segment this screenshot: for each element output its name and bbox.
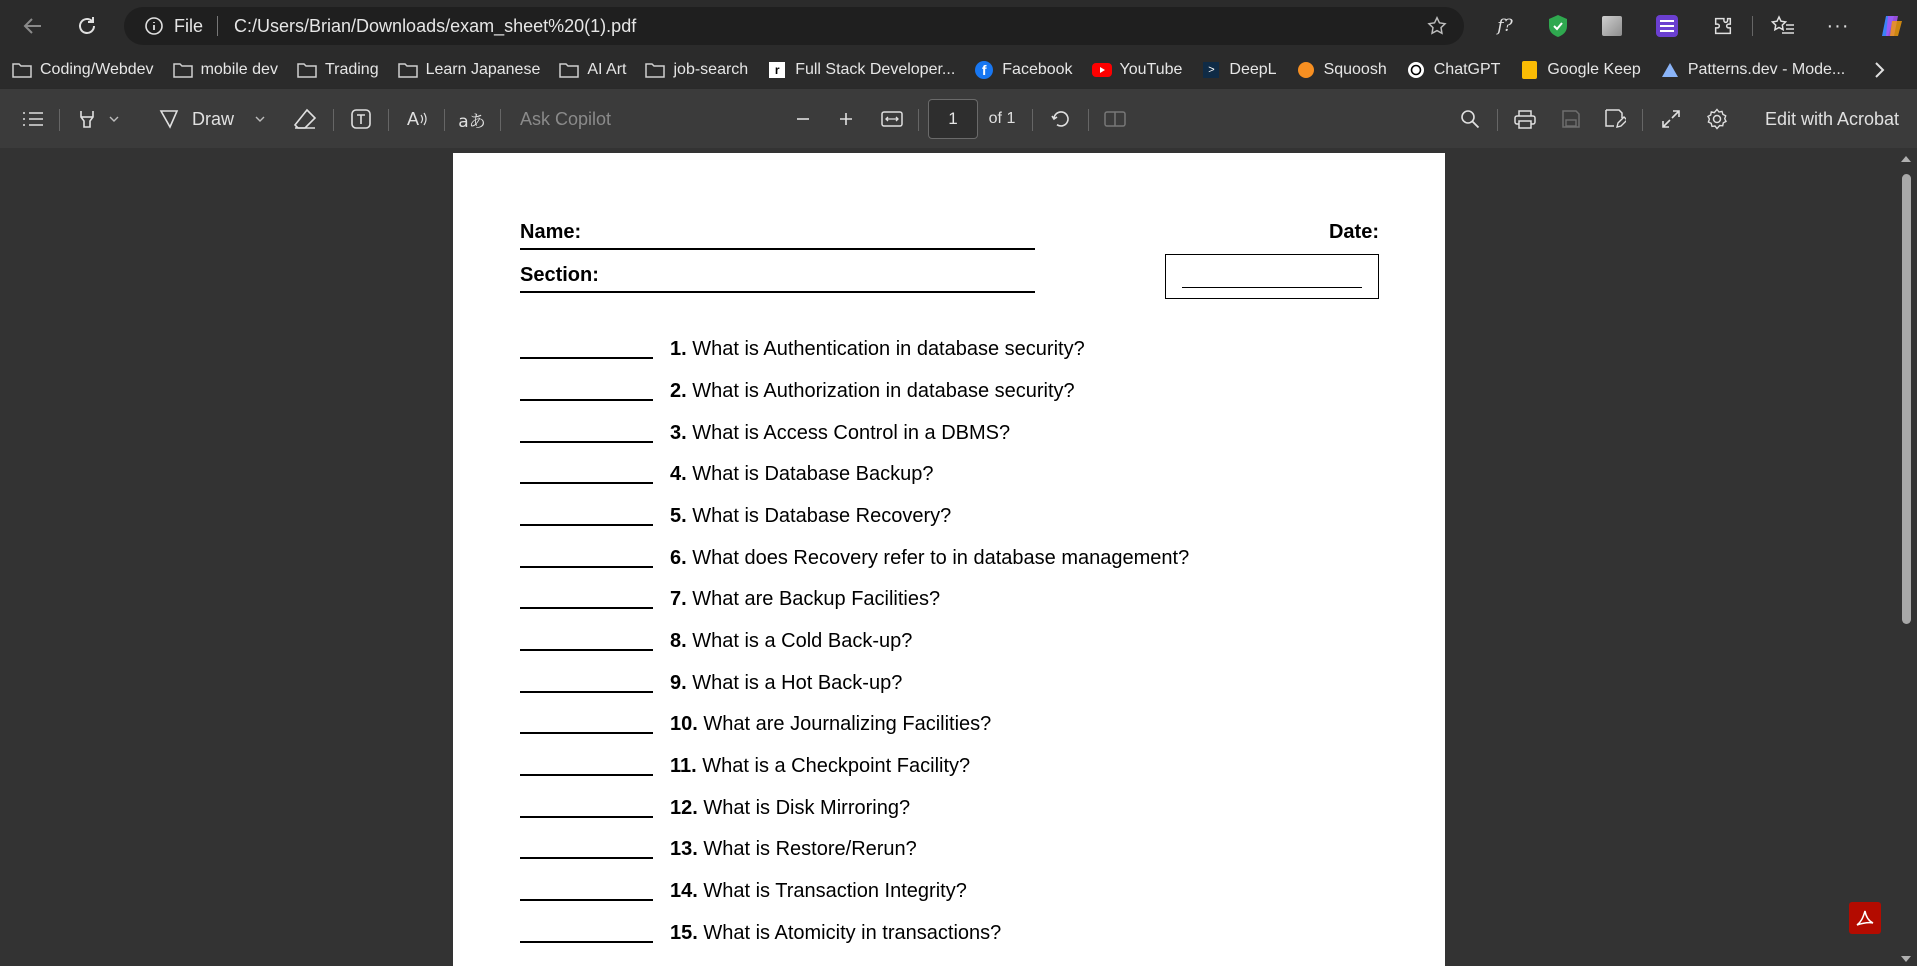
bookmark-label: YouTube	[1119, 61, 1183, 78]
save-icon	[1561, 109, 1581, 129]
draw-button[interactable]	[156, 104, 268, 134]
question-number: 1.	[670, 338, 687, 360]
site-info-button[interactable]	[144, 16, 203, 37]
question-item	[453, 458, 1445, 498]
ellipsis-icon: ···	[1826, 14, 1850, 37]
name-label: Name:	[520, 221, 582, 243]
back-arrow-icon	[21, 14, 45, 38]
answer-blank	[520, 732, 653, 734]
find-button[interactable]	[1455, 104, 1485, 134]
ask-copilot-label: Ask Copilot	[520, 108, 612, 129]
bookmark-squoosh[interactable]	[1296, 60, 1387, 80]
question-item	[453, 750, 1445, 790]
read-aloud-button[interactable]	[402, 104, 432, 134]
answer-blank	[520, 441, 653, 443]
question-item	[453, 917, 1445, 957]
section-label: Section:	[520, 264, 599, 286]
answer-blank	[520, 899, 653, 901]
back-button[interactable]	[18, 11, 48, 41]
bookmark-label: Learn Japanese	[425, 61, 541, 78]
add-text-button[interactable]	[346, 104, 376, 134]
bookmark-label: AI Art	[587, 61, 627, 78]
highlight-button[interactable]	[72, 104, 124, 134]
ext-gray-button[interactable]	[1597, 11, 1627, 41]
question-text: What is Disk Mirroring?	[697, 797, 911, 819]
bookmark-label: job-search	[673, 61, 749, 78]
bookmark-patterns-dev[interactable]	[1660, 60, 1845, 80]
print-button[interactable]	[1510, 104, 1540, 134]
highlighter-icon	[76, 108, 98, 130]
question-number: 8.	[670, 630, 687, 652]
vertical-scrollbar[interactable]	[1895, 148, 1917, 966]
scroll-up-icon	[1900, 154, 1912, 164]
question-number: 9.	[670, 672, 687, 694]
question-text: What is a Checkpoint Facility?	[696, 755, 971, 777]
draw-label: Draw	[191, 108, 234, 129]
bookmark-label: Facebook	[1002, 61, 1073, 78]
question-text: What is Database Recovery?	[686, 505, 952, 527]
two-page-icon	[1104, 110, 1126, 128]
printer-icon	[1514, 109, 1536, 129]
acrobat-floating-button[interactable]	[1849, 902, 1881, 934]
question-item	[453, 542, 1445, 582]
gear-icon	[1706, 108, 1728, 130]
folder-icon	[297, 60, 317, 80]
question-number: 11.	[670, 755, 697, 777]
question-text: What does Recovery refer to in database management?	[686, 547, 1190, 569]
answer-blank	[520, 774, 653, 776]
fullscreen-button[interactable]	[1656, 104, 1686, 134]
question-item	[453, 875, 1445, 915]
question-item	[453, 708, 1445, 748]
erase-button[interactable]	[290, 104, 320, 134]
folder-icon	[12, 60, 32, 80]
question-text: What is Restore/Rerun?	[697, 838, 917, 860]
bookmark-ai-art[interactable]	[559, 60, 626, 80]
save-as-icon	[1604, 108, 1626, 130]
question-item	[453, 417, 1445, 457]
search-icon	[1460, 109, 1480, 129]
question-text: What is Database Backup?	[686, 463, 934, 485]
youtube-icon	[1092, 60, 1112, 80]
question-number: 14.	[670, 880, 698, 902]
edit-with-acrobat-button[interactable]: Edit with Acrobat	[1764, 108, 1900, 129]
answer-blank	[520, 649, 653, 651]
extensions-button[interactable]	[1708, 11, 1738, 41]
address-url[interactable]: C:/Users/Brian/Downloads/exam_sheet%20(1).pdf	[234, 15, 637, 36]
toolbar-divider	[1088, 109, 1089, 131]
question-number: 15.	[670, 922, 698, 944]
rotate-icon	[1050, 108, 1072, 130]
translate-icon: aあ	[458, 111, 486, 132]
question-item	[453, 375, 1445, 415]
favorites-button[interactable]	[1768, 11, 1798, 41]
acrobat-icon	[1854, 907, 1876, 929]
question-number: 7.	[670, 588, 687, 610]
toolbar-divider	[333, 109, 334, 131]
question-text: What is Authorization in database security?	[686, 380, 1075, 402]
pdf-page	[453, 153, 1445, 966]
toolbar-divider	[1752, 16, 1753, 36]
answer-blank	[520, 941, 653, 943]
page-total: of 1	[988, 110, 1016, 127]
question-number: 6.	[670, 547, 687, 569]
zoom-in-button[interactable]	[831, 104, 861, 134]
toolbar-divider	[444, 109, 445, 131]
date-box	[1165, 254, 1379, 299]
bookmark-full-stack[interactable]	[767, 60, 955, 80]
question-item	[453, 583, 1445, 623]
bookmarks-overflow-button[interactable]	[1873, 60, 1887, 85]
sound-waves-icon	[419, 112, 427, 126]
save-button	[1556, 104, 1586, 134]
bookmark-label: ChatGPT	[1433, 61, 1501, 78]
folder-icon	[559, 60, 579, 80]
plus-icon	[837, 110, 855, 128]
more-menu-button[interactable]	[1823, 11, 1853, 41]
pdf-viewer	[0, 148, 1917, 966]
bookmark-job-search[interactable]	[645, 60, 748, 80]
bookmark-label: mobile dev	[200, 61, 278, 78]
pen-icon	[158, 108, 180, 130]
question-item	[453, 833, 1445, 873]
rotate-button[interactable]	[1046, 104, 1076, 134]
fit-width-icon	[881, 110, 903, 128]
toolbar-divider	[388, 109, 389, 131]
answer-blank	[520, 399, 653, 401]
patterns-icon	[1660, 60, 1680, 80]
browser-top-bar	[0, 0, 1917, 52]
question-number: 12.	[670, 797, 698, 819]
ext-shield-button[interactable]	[1543, 11, 1573, 41]
bookmark-label: Google Keep	[1547, 61, 1641, 78]
bookmark-youtube[interactable]	[1092, 60, 1183, 80]
bookmark-label: DeepL	[1229, 61, 1277, 78]
puzzle-icon	[1712, 15, 1734, 37]
toolbar-divider	[1642, 109, 1643, 131]
bookmark-google-keep[interactable]	[1519, 60, 1640, 80]
address-scheme: File	[174, 15, 204, 36]
chevron-down-icon	[254, 113, 266, 125]
squoosh-icon	[1296, 60, 1316, 80]
name-line	[520, 248, 1035, 250]
question-number: 2.	[670, 380, 687, 402]
contents-button[interactable]	[18, 104, 48, 134]
question-text: What is a Cold Back-up?	[686, 630, 913, 652]
address-divider	[217, 16, 218, 36]
question-number: 5.	[670, 505, 687, 527]
star-icon	[1426, 15, 1448, 37]
favorite-button[interactable]	[1426, 15, 1448, 42]
bookmark-label: Trading	[324, 61, 379, 78]
bookmark-learn-japanese[interactable]	[398, 60, 541, 80]
text-box-icon	[350, 108, 372, 130]
refresh-icon	[75, 14, 99, 38]
read-aloud-icon: A	[406, 108, 419, 129]
toolbar-divider	[1032, 109, 1033, 131]
chevron-right-icon	[1873, 60, 1887, 80]
question-number: 4.	[670, 463, 687, 485]
question-number: 10.	[670, 713, 698, 735]
toolbar-divider	[500, 109, 501, 131]
list-icon	[22, 110, 44, 128]
bookmark-trading[interactable]	[297, 60, 379, 80]
question-text: What is Access Control in a DBMS?	[686, 422, 1011, 444]
toolbar-divider	[1497, 109, 1498, 131]
ext-f-button[interactable]	[1490, 11, 1520, 41]
question-text: What is Transaction Integrity?	[697, 880, 967, 902]
bookmark-deepl[interactable]	[1201, 60, 1276, 80]
question-item	[453, 500, 1445, 540]
answer-blank	[520, 816, 653, 818]
bookmarks-bar	[0, 52, 1917, 88]
page-view-button	[1100, 104, 1130, 134]
gray-square-icon	[1602, 16, 1622, 36]
answer-blank	[520, 566, 653, 568]
expand-icon	[1661, 109, 1681, 129]
bookmark-chatgpt[interactable]	[1406, 60, 1501, 80]
scroll-thumb[interactable]	[1902, 174, 1911, 624]
keep-icon	[1519, 60, 1539, 80]
scroll-down-icon	[1900, 954, 1912, 964]
answer-blank	[520, 357, 653, 359]
folder-icon	[173, 60, 193, 80]
deepl-icon: >	[1201, 60, 1221, 80]
facebook-icon: f	[974, 60, 994, 80]
question-item	[453, 333, 1445, 373]
fsd-icon: r	[767, 60, 787, 80]
question-text: What is a Hot Back-up?	[686, 672, 903, 694]
shield-icon	[1547, 14, 1569, 38]
question-item	[453, 667, 1445, 707]
bookmark-label: Coding/Webdev	[40, 61, 154, 78]
toolbar-divider	[918, 109, 919, 131]
bookmark-label: Patterns.dev - Mode...	[1687, 61, 1846, 78]
bookmark-facebook[interactable]	[974, 60, 1072, 80]
question-text: What is Atomicity in transactions?	[697, 922, 1002, 944]
toolbar-divider	[59, 109, 60, 131]
save-as-button[interactable]	[1600, 104, 1630, 134]
bookmark-label: Full Stack Developer...	[795, 61, 956, 78]
answer-blank	[520, 857, 653, 859]
question-number: 3.	[670, 422, 687, 444]
date-line	[1182, 287, 1362, 288]
bookmark-coding-webdev[interactable]	[12, 60, 154, 80]
fit-page-button[interactable]	[877, 104, 907, 134]
folder-icon	[398, 60, 418, 80]
bookmark-mobile-dev[interactable]	[173, 60, 278, 80]
question-text: What are Backup Facilities?	[686, 588, 941, 610]
folder-icon	[645, 60, 665, 80]
answer-blank	[520, 524, 653, 526]
answer-blank	[520, 607, 653, 609]
pdf-toolbar	[0, 88, 1917, 148]
chatgpt-icon	[1406, 60, 1426, 80]
ask-copilot-button[interactable]	[520, 104, 620, 134]
question-text: What are Journalizing Facilities?	[697, 713, 992, 735]
question-item	[453, 625, 1445, 665]
copilot-icon	[1878, 13, 1904, 39]
question-number: 13.	[670, 838, 698, 860]
favorites-list-icon	[1771, 15, 1795, 37]
settings-button[interactable]	[1702, 104, 1732, 134]
bookmark-label: Squoosh	[1323, 61, 1387, 78]
translate-button[interactable]	[457, 104, 487, 134]
date-label: Date:	[1328, 221, 1379, 243]
answer-blank	[520, 691, 653, 693]
answer-blank	[520, 482, 653, 484]
function-icon: f?	[1497, 16, 1513, 36]
purple-list-icon	[1656, 15, 1678, 37]
info-icon	[144, 16, 164, 36]
ext-list-button[interactable]	[1652, 11, 1682, 41]
question-item	[453, 792, 1445, 832]
zoom-out-button[interactable]	[788, 104, 818, 134]
question-text: What is Authentication in database security?	[686, 338, 1085, 360]
eraser-icon	[293, 108, 317, 130]
section-line	[520, 291, 1035, 293]
address-bar[interactable]	[124, 7, 1464, 45]
minus-icon	[794, 110, 812, 128]
page-number-input[interactable]: 1	[928, 99, 978, 139]
chevron-down-icon	[108, 113, 120, 125]
copilot-button[interactable]	[1876, 11, 1906, 41]
refresh-button[interactable]	[72, 11, 102, 41]
